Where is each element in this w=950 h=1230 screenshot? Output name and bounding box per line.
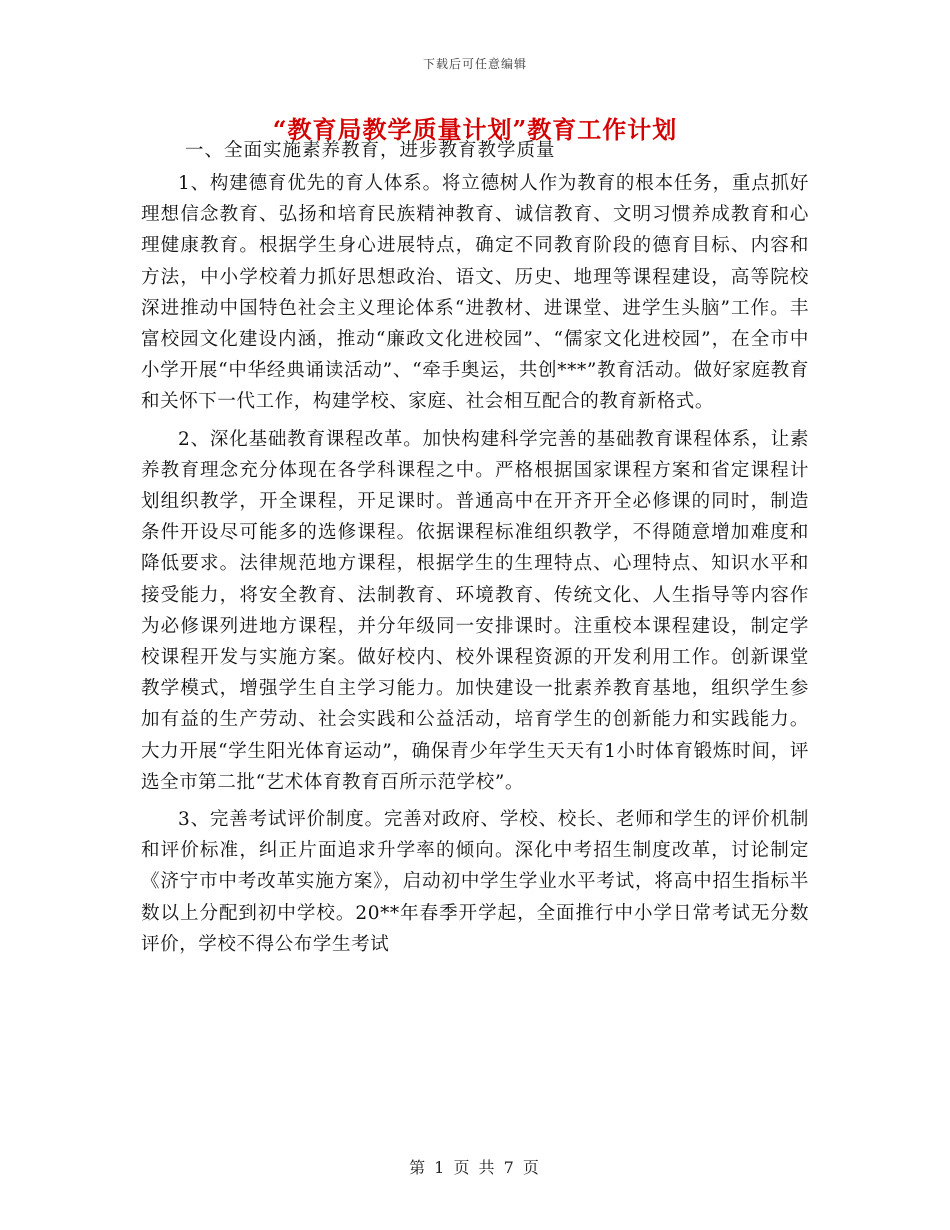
document-body bbox=[141, 168, 809, 966]
section-heading: 一、全面实施素养教育，进步教育教学质量 bbox=[185, 140, 556, 161]
document-title: “教育局教学质量计划”教育工作计划 bbox=[272, 115, 678, 144]
page-footer: 第 1 页 共 7 页 bbox=[409, 1158, 541, 1177]
page-header-note: 下载后可任意编辑 bbox=[422, 57, 527, 71]
paragraph-3: 3、完善考试评价制度。完善对政府、学校、校长、老师和学生的评价机制和评价标准，纠正片面追求升学率的倾向。深化中考招生制度改革，讨论制定《济宁市中考改革实施方案》，启动初中学生学业水平考试，将高中招生指标半数以上分配到初中学校。20**年春季开学起，全面推行中小学日常考试无分数评价，学校不得公布学生考试 bbox=[141, 809, 809, 955]
paragraph-2: 2、深化基础教育课程改革。加快构建科学完善的基础教育课程体系，让素养教育理念充分体现在各学科课程之中。严格根据国家课程方案和省定课程计划组织教学，开全课程，开足课时。普通高中在开齐开全必修课的同时，制造条件开设尽可能多的选修课程。依据课程标准组织教学，不得随意增加难度和降低要求。法律规范地方课程，根据学生的生理特点、心理特点、知识水平和接受能力，将安全教育、法制教育、环境教育、传统文化、人生指导等内容作为必修课列进地方课程，并分年级同一安排课时。注重校本课程建设，制定学校课程开发与实施方案。做好校内、校外课程资源的开发利用工作。创新课堂教学模式，增强学生自主学习能力。加快建设一批素养教育基地，组织学生参加有益的生产劳动、社会实践和公益活动，培育学生的创新能力和实践能力。大力开展“学生阳光体育运动”，确保青少年学生天天有1小时体育锻炼时间，评选全市第二批“艺术体育教育百所示范学校”。 bbox=[141, 428, 809, 793]
paragraph-1: 1、构建德育优先的育人体系。将立德树人作为教育的根本任务，重点抓好理想信念教育、弘扬和培育民族精神教育、诚信教育、文明习惯养成教育和心理健康教育。根据学生身心进展特点，确定不同教育阶段的德育目标、内容和方法，中小学校着力抓好思想政治、语文、历史、地理等课程建设，高等院校深进推动中国特色社会主义理论体系“进教材、进课堂、进学生头脑”工作。丰富校园文化建设内涵，推动“廉政文化进校园”、“儒家文化进校园”，在全市中小学开展“中华经典诵读活动”、“牵手奥运，共创***”教育活动。做好家庭教育和关怀下一代工作，构建学校、家庭、社会相互配合的教育新格式。 bbox=[141, 173, 809, 413]
